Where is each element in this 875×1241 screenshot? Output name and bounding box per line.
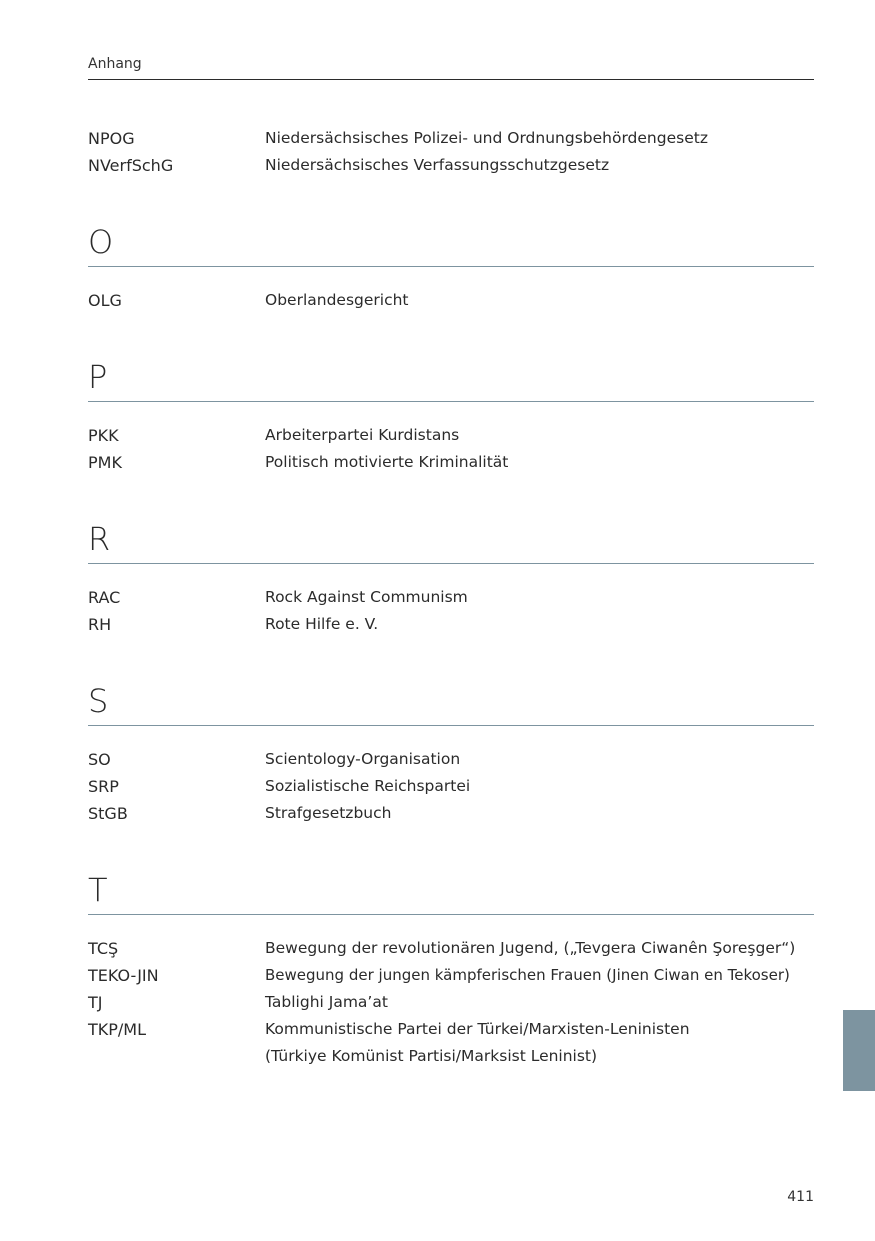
glossary-entry — [88, 425, 814, 452]
abbreviation: StGB — [88, 804, 128, 823]
abbreviation: PMK — [88, 453, 122, 472]
glossary-entry — [88, 749, 814, 776]
definition: Rote Hilfe e. V. — [265, 615, 379, 633]
abbreviation: OLG — [88, 291, 122, 310]
abbreviation: RH — [88, 615, 112, 634]
section-letter: S — [88, 682, 109, 720]
glossary-entry-continuation — [88, 1046, 814, 1073]
running-header: Anhang — [88, 56, 142, 72]
glossary-entry — [88, 614, 814, 641]
section-letter: O — [88, 223, 114, 261]
abbreviation: SO — [88, 750, 111, 769]
glossary-entry — [88, 587, 814, 614]
section-rule — [88, 401, 814, 402]
glossary-entry — [88, 965, 814, 992]
definition: Sozialistische Reichspartei — [265, 777, 471, 795]
section-letter: R — [88, 520, 111, 558]
glossary-entry — [88, 776, 814, 803]
abbreviation: PKK — [88, 426, 119, 445]
definition: Rock Against Communism — [265, 588, 468, 606]
glossary-entry — [88, 938, 814, 965]
page-number: 411 — [787, 1189, 814, 1205]
definition: Strafgesetzbuch — [265, 804, 392, 822]
glossary-entry — [88, 452, 814, 479]
abbreviation: TEKO-JIN — [88, 966, 159, 985]
header-rule — [88, 79, 814, 80]
definition: Arbeiterpartei Kurdistans — [265, 426, 460, 444]
section-p — [88, 357, 814, 479]
abbreviation: TJ — [88, 993, 103, 1012]
abbreviation: NVerfSchG — [88, 156, 174, 175]
section-o — [88, 222, 814, 317]
definition: Oberlandesgericht — [265, 291, 409, 309]
definition: Niedersächsisches Verfassungsschutzgesetz — [265, 156, 610, 174]
section-rule — [88, 266, 814, 267]
abbreviation: SRP — [88, 777, 119, 796]
section-rule — [88, 563, 814, 564]
section-rule — [88, 914, 814, 915]
definition: Bewegung der revolutionären Jugend, („Tevgera Ciwanên Şoreşger“) — [265, 939, 796, 957]
abbreviation: RAC — [88, 588, 121, 607]
definition: (Türkiye Komünist Partisi/Marksist Leninist) — [265, 1047, 598, 1065]
section-rule — [88, 725, 814, 726]
chapter-tab-marker — [843, 1010, 875, 1091]
definition: Kommunistische Partei der Türkei/Marxisten-Leninisten — [265, 1020, 690, 1038]
definition: Niedersächsisches Polizei- und Ordnungsbehördengesetz — [265, 129, 708, 147]
abbreviation: NPOG — [88, 129, 135, 148]
glossary-entry — [88, 155, 814, 182]
definition: Politisch motivierte Kriminalität — [265, 453, 509, 471]
section-t — [88, 870, 814, 1073]
section-letter: P — [88, 358, 108, 396]
section-r — [88, 519, 814, 641]
intro-entries — [88, 128, 814, 182]
abbreviation: TCŞ — [88, 939, 119, 958]
glossary-entry — [88, 1019, 814, 1046]
glossary-entry — [88, 803, 814, 830]
section-letter: T — [88, 871, 108, 909]
section-s — [88, 681, 814, 830]
glossary-entry — [88, 290, 814, 317]
definition: Bewegung der jungen kämpferischen Frauen (Jinen Ciwan en Tekoser) — [265, 966, 790, 984]
glossary-entry — [88, 992, 814, 1019]
definition: Scientology-Organisation — [265, 750, 461, 768]
glossary-entry — [88, 128, 814, 155]
abbreviation: TKP/ML — [88, 1020, 147, 1039]
definition: Tablighi Jama’at — [265, 993, 388, 1011]
